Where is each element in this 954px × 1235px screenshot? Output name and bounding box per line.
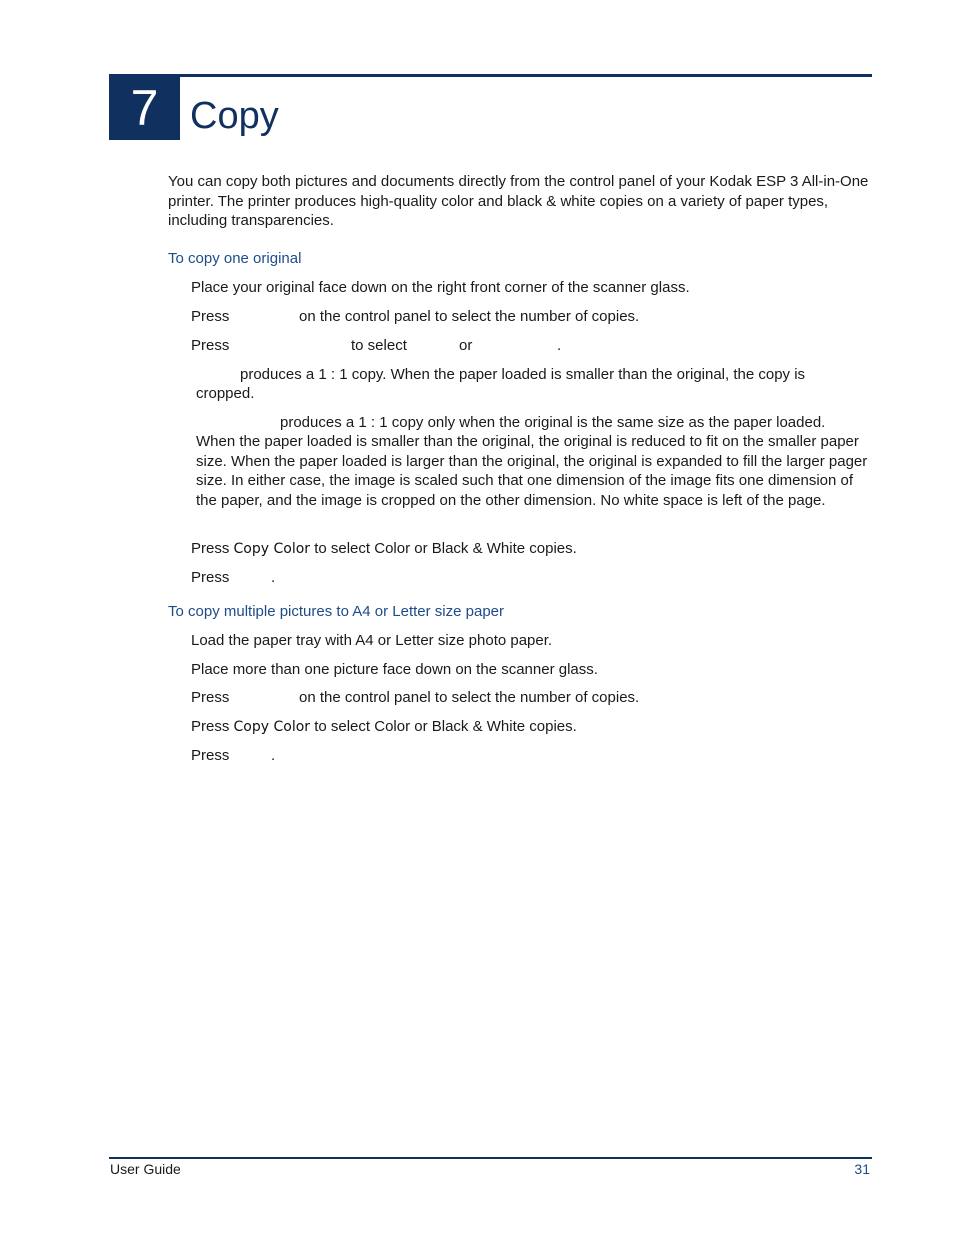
step-text: Press <box>191 308 230 325</box>
step-text: . <box>271 747 276 764</box>
copy-color-button-label: Copy Color <box>233 719 311 735</box>
step-text: Press <box>191 337 230 354</box>
section-heading-copy-one: To copy one original <box>168 250 302 267</box>
footer-rule <box>109 1157 872 1159</box>
note-text: cropped. <box>196 385 255 402</box>
note-text: produces a 1 : 1 copy only when the original is the same size as the paper loaded. <box>280 414 826 431</box>
chapter-top-rule <box>109 74 872 77</box>
note-text: produces a 1 : 1 copy. When the paper loaded is smaller than the original, the copy is <box>240 366 806 383</box>
section-heading-copy-multiple: To copy multiple pictures to A4 or Letter size paper <box>168 603 505 620</box>
page-number: 31 <box>854 1161 870 1177</box>
step-text: Load the paper tray with A4 or Letter size photo paper. <box>191 632 553 649</box>
note-text: When the paper loaded is smaller than the original, the original is reduced to fit on the smaller paper size. When the paper loaded is larger than the original, the original is expanded to fill the larger pager size. In either case, the image is scaled such that one dimension of the image fits one dimension of the paper, and the image is cropped on the other dimension. No white space is left of the page. <box>196 433 868 509</box>
copy-color-button-label: Copy Color <box>233 541 311 557</box>
step-text: . <box>557 337 562 354</box>
step-text: Press <box>191 747 230 764</box>
step-text <box>191 539 577 560</box>
chapter-title: Copy <box>190 95 279 137</box>
step-text: Press <box>191 540 230 557</box>
step-text: to select Color or Black & White copies. <box>314 540 577 557</box>
footer-title: User Guide <box>110 1161 181 1177</box>
step-text: to select Color or Black & White copies. <box>314 718 577 735</box>
step-text: Place your original face down on the right front corner of the scanner glass. <box>191 279 690 296</box>
step-text: Place more than one picture face down on the scanner glass. <box>191 661 598 678</box>
step-text: Press <box>191 718 230 735</box>
step-text: on the control panel to select the number of copies. <box>299 689 640 706</box>
step-text: . <box>271 569 276 586</box>
intro-paragraph: You can copy both pictures and documents directly from the control panel of your Kodak ESP 3 All-in-One printer. The printer produces high-quality color and black & white copies on a variety of paper types, including transparencies. <box>168 173 869 230</box>
step-text: on the control panel to select the number of copies. <box>299 308 640 325</box>
step-text <box>191 717 577 738</box>
chapter-number: 7 <box>109 77 180 140</box>
step-text: to select <box>351 337 407 354</box>
step-text: or <box>459 337 473 354</box>
step-text: Press <box>191 569 230 586</box>
step-text: Press <box>191 689 230 706</box>
